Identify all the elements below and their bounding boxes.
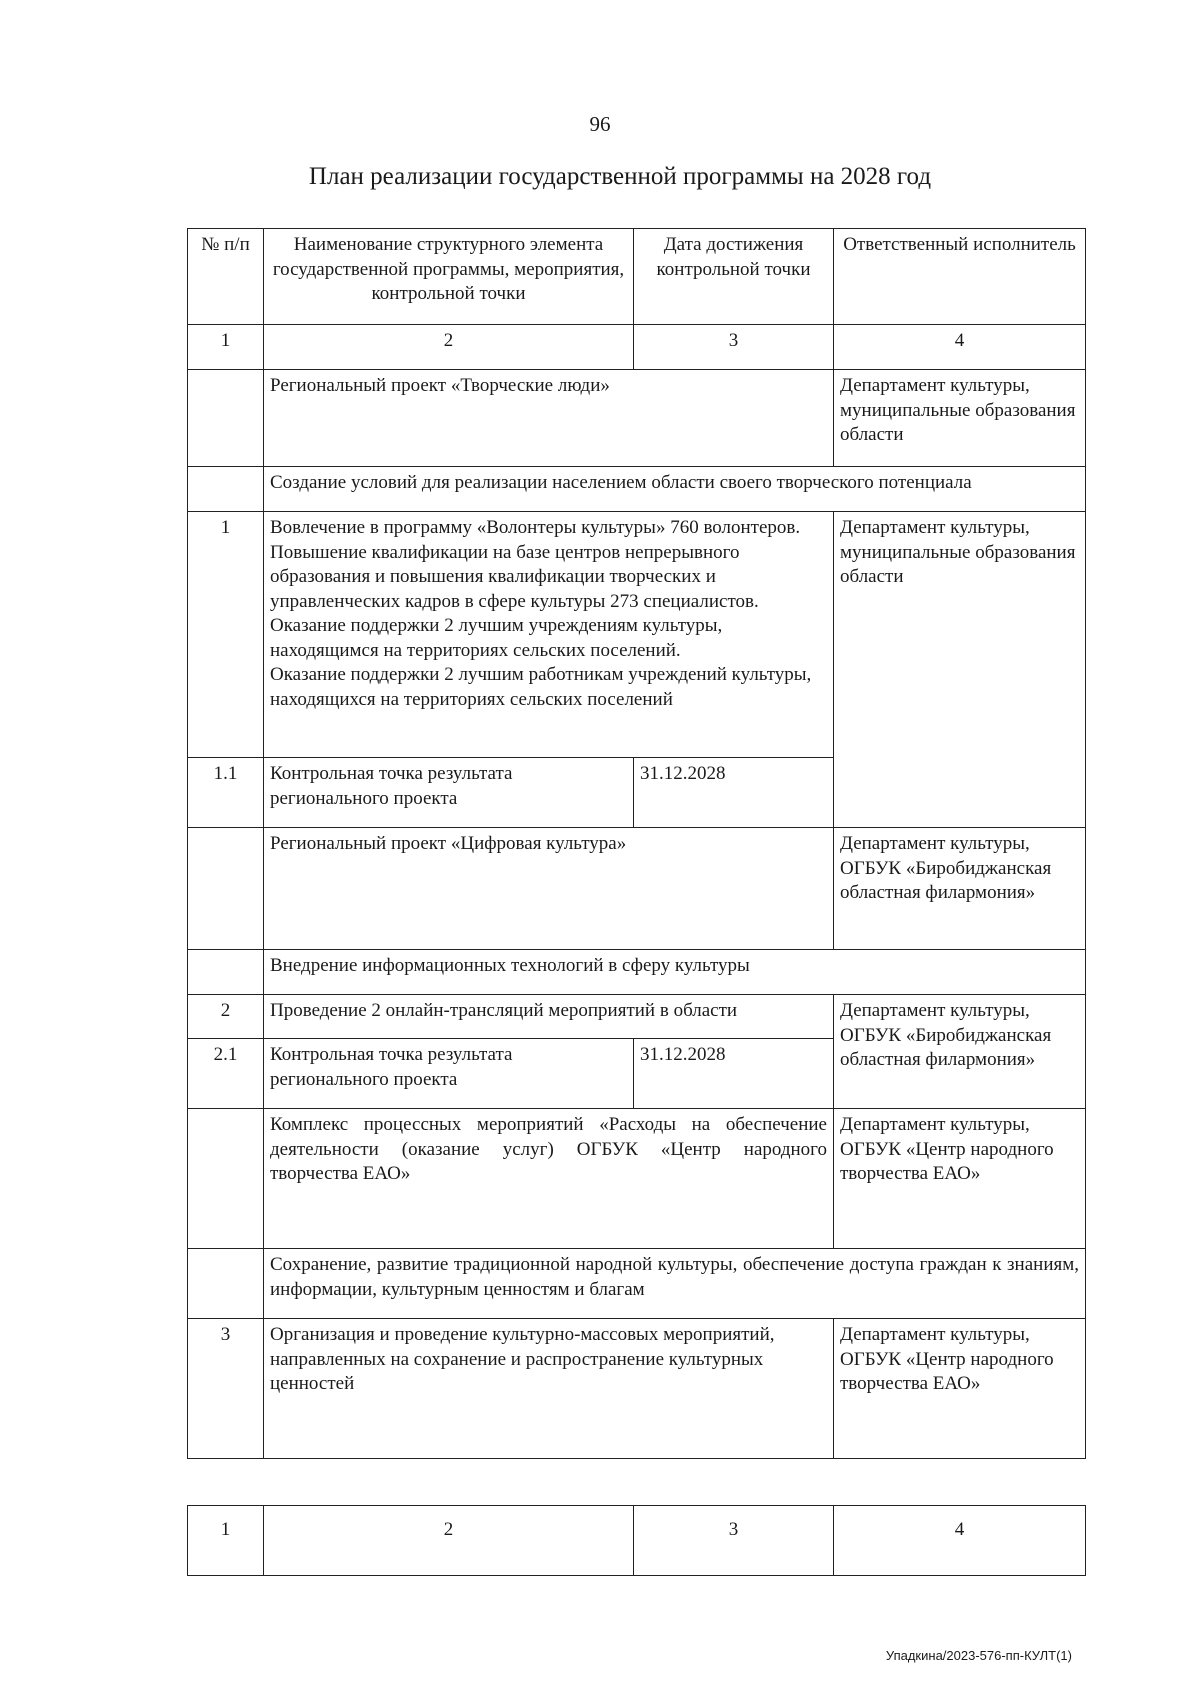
column-number-row <box>188 1506 1086 1576</box>
task-text: Создание условий для реализации населением области своего творческого потенциала <box>264 467 1086 512</box>
table-row <box>188 1319 1086 1459</box>
task-text: Внедрение информационных технологий в сферу культуры <box>264 950 1086 995</box>
header-date: Дата достижения контрольной точки <box>634 229 834 325</box>
plan-table <box>187 228 1086 1459</box>
activity-name: Вовлечение в программу «Волонтеры культуры» 760 волонтеров. Повышение квалификации на базе центров непрерывного образования и повышения квалификации творческих и управленческих кадров в сфере культуры 273 специалистов. Оказание поддержки 2 лучшим учреждениям культуры, находящимся на территориях сельских поселений. Оказание поддержки 2 лучшим работникам учреждений культуры, находящихся на территориях сельских поселений <box>264 512 834 758</box>
col-number-2: 2 <box>264 325 634 370</box>
complex-name: Комплекс процессных мероприятий «Расходы на обеспечение деятельности (оказание услуг) ОГБУК «Центр народного творчества ЕАО» <box>264 1109 834 1249</box>
row-num: 2 <box>188 995 264 1039</box>
row-num <box>188 1109 264 1249</box>
col-number-2: 2 <box>264 1506 634 1576</box>
row-num <box>188 828 264 950</box>
document-code: Упадкина/2023-576-пп-КУЛТ(1) <box>885 1648 1072 1663</box>
checkpoint-name: Контрольная точка результата регионального проекта <box>264 1039 634 1109</box>
col-number-3: 3 <box>634 325 834 370</box>
col-number-4: 4 <box>834 325 1086 370</box>
executor: Департамент культуры, ОГБУК «Биробиджанская областная филармония» <box>834 995 1086 1109</box>
row-num <box>188 370 264 467</box>
header-row <box>188 229 1086 325</box>
executor: Департамент культуры, муниципальные образования области <box>834 512 1086 828</box>
table-row <box>188 950 1086 995</box>
row-num: 1 <box>188 512 264 758</box>
header-name: Наименование структурного элемента государственной программы, мероприятия, контрольной точки <box>264 229 634 325</box>
checkpoint-date: 31.12.2028 <box>634 758 834 828</box>
executor: Департамент культуры, ОГБУК «Центр народного творчества ЕАО» <box>834 1319 1086 1459</box>
column-number-row <box>188 325 1086 370</box>
header-num: № п/п <box>188 229 264 325</box>
checkpoint-date: 31.12.2028 <box>634 1039 834 1109</box>
header-executor: Ответственный исполнитель <box>834 229 1086 325</box>
project-name: Региональный проект «Творческие люди» <box>264 370 834 467</box>
row-num: 1.1 <box>188 758 264 828</box>
table-row <box>188 467 1086 512</box>
col-number-1: 1 <box>188 325 264 370</box>
table-row <box>188 1109 1086 1249</box>
task-text: Сохранение, развитие традиционной народной культуры, обеспечение доступа граждан к знаниям, информации, культурным ценностям и благам <box>264 1249 1086 1319</box>
page-number: 96 <box>589 112 611 136</box>
project-name: Региональный проект «Цифровая культура» <box>264 828 834 950</box>
continuation-table <box>187 1505 1086 1576</box>
executor: Департамент культуры, муниципальные образования области <box>834 370 1086 467</box>
col-number-3: 3 <box>634 1506 834 1576</box>
row-num: 2.1 <box>188 1039 264 1109</box>
table-row <box>188 1249 1086 1319</box>
document-title: План реализации государственной программы на 2028 год <box>308 163 932 190</box>
checkpoint-name: Контрольная точка результата регионального проекта <box>264 758 634 828</box>
executor: Департамент культуры, ОГБУК «Биробиджанская областная филармония» <box>834 828 1086 950</box>
col-number-4: 4 <box>834 1506 1086 1576</box>
row-num: 3 <box>188 1319 264 1459</box>
col-number-1: 1 <box>188 1506 264 1576</box>
table-row <box>188 512 1086 758</box>
table-row <box>188 370 1086 467</box>
table-row <box>188 995 1086 1039</box>
executor: Департамент культуры, ОГБУК «Центр народного творчества ЕАО» <box>834 1109 1086 1249</box>
activity-name: Проведение 2 онлайн-трансляций мероприятий в области <box>264 995 834 1039</box>
table-row <box>188 828 1086 950</box>
activity-name: Организация и проведение культурно-массовых мероприятий, направленных на сохранение и распространение культурных ценностей <box>264 1319 834 1459</box>
